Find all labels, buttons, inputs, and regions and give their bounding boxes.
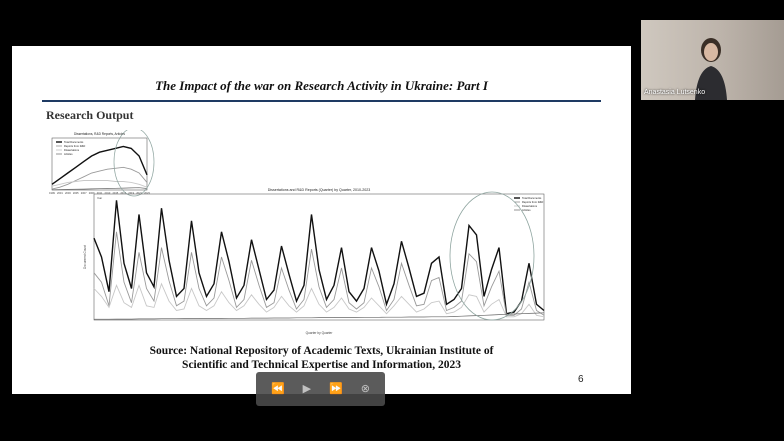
close-circle-icon[interactable]: ⊗ xyxy=(360,382,370,395)
x-tick-label: 2005 xyxy=(72,192,79,195)
legend-entry: Dissertations xyxy=(64,149,79,152)
x-axis-label: Quarter by Quarter xyxy=(305,331,333,335)
legend-entry: Articles xyxy=(64,153,73,156)
chart-title: Dissertations and R&D Reports (Quarter) by Quarter, 2010-2023 xyxy=(267,188,371,192)
source-line-2: Scientific and Technical Expertise and Information, 2023 xyxy=(182,359,461,371)
title-divider xyxy=(42,100,601,102)
participant-video-tile[interactable] xyxy=(641,20,784,100)
x-tick-label: 2007 xyxy=(80,192,87,195)
legend-entry: Total Documents xyxy=(64,141,84,144)
series-line-1 xyxy=(94,232,544,315)
source-note xyxy=(72,344,571,372)
play-icon[interactable]: ▶ xyxy=(302,382,312,395)
legend-entry: Articles xyxy=(522,209,531,212)
x-tick-label: 2017 xyxy=(120,192,127,195)
series-line-2 xyxy=(94,284,544,317)
presentation-slide xyxy=(12,46,631,394)
x-tick-label: 2019 xyxy=(128,192,135,195)
y-axis-label: Document Count xyxy=(83,245,87,269)
participant-name: Anastasia Lutsenko xyxy=(644,89,706,96)
source-line-1: Source: National Repository of Academic Texts, Ukrainian Institute of xyxy=(149,345,494,357)
chart-title: Dissertations, R&D Reports, Articles xyxy=(73,132,126,136)
page-number: 6 xyxy=(578,374,584,385)
legend-entry: Dissertations xyxy=(522,205,537,208)
x-tick-label: 2003 xyxy=(64,192,71,195)
media-control-bar xyxy=(256,372,385,406)
x-tick-label: 1999 xyxy=(49,192,55,195)
legend-entry: Total Documents xyxy=(522,197,542,200)
slide-title: The Impact of the war on Research Activity in Ukraine: Part I xyxy=(155,78,488,93)
fast-forward-icon[interactable]: ⏩ xyxy=(329,382,343,395)
x-tick-label: 2015 xyxy=(112,192,119,195)
x-tick-label: 2021 xyxy=(136,192,142,195)
section-heading: Research Output xyxy=(46,108,134,122)
legend-entry: Reports from R&D xyxy=(64,145,86,148)
rewind-icon[interactable]: ⏪ xyxy=(270,382,285,395)
x-tick-label: 2009 xyxy=(88,192,95,195)
legend-entry: Reports from R&D xyxy=(522,201,544,204)
x-tick-label: 2011 xyxy=(96,192,103,195)
x-tick-label: 2001 xyxy=(57,192,63,195)
x-tick-label: 2013 xyxy=(104,192,111,195)
x-tick-label: 2023 xyxy=(144,192,150,195)
main-line-chart xyxy=(82,186,552,346)
x-axis-label: Year xyxy=(96,197,103,200)
